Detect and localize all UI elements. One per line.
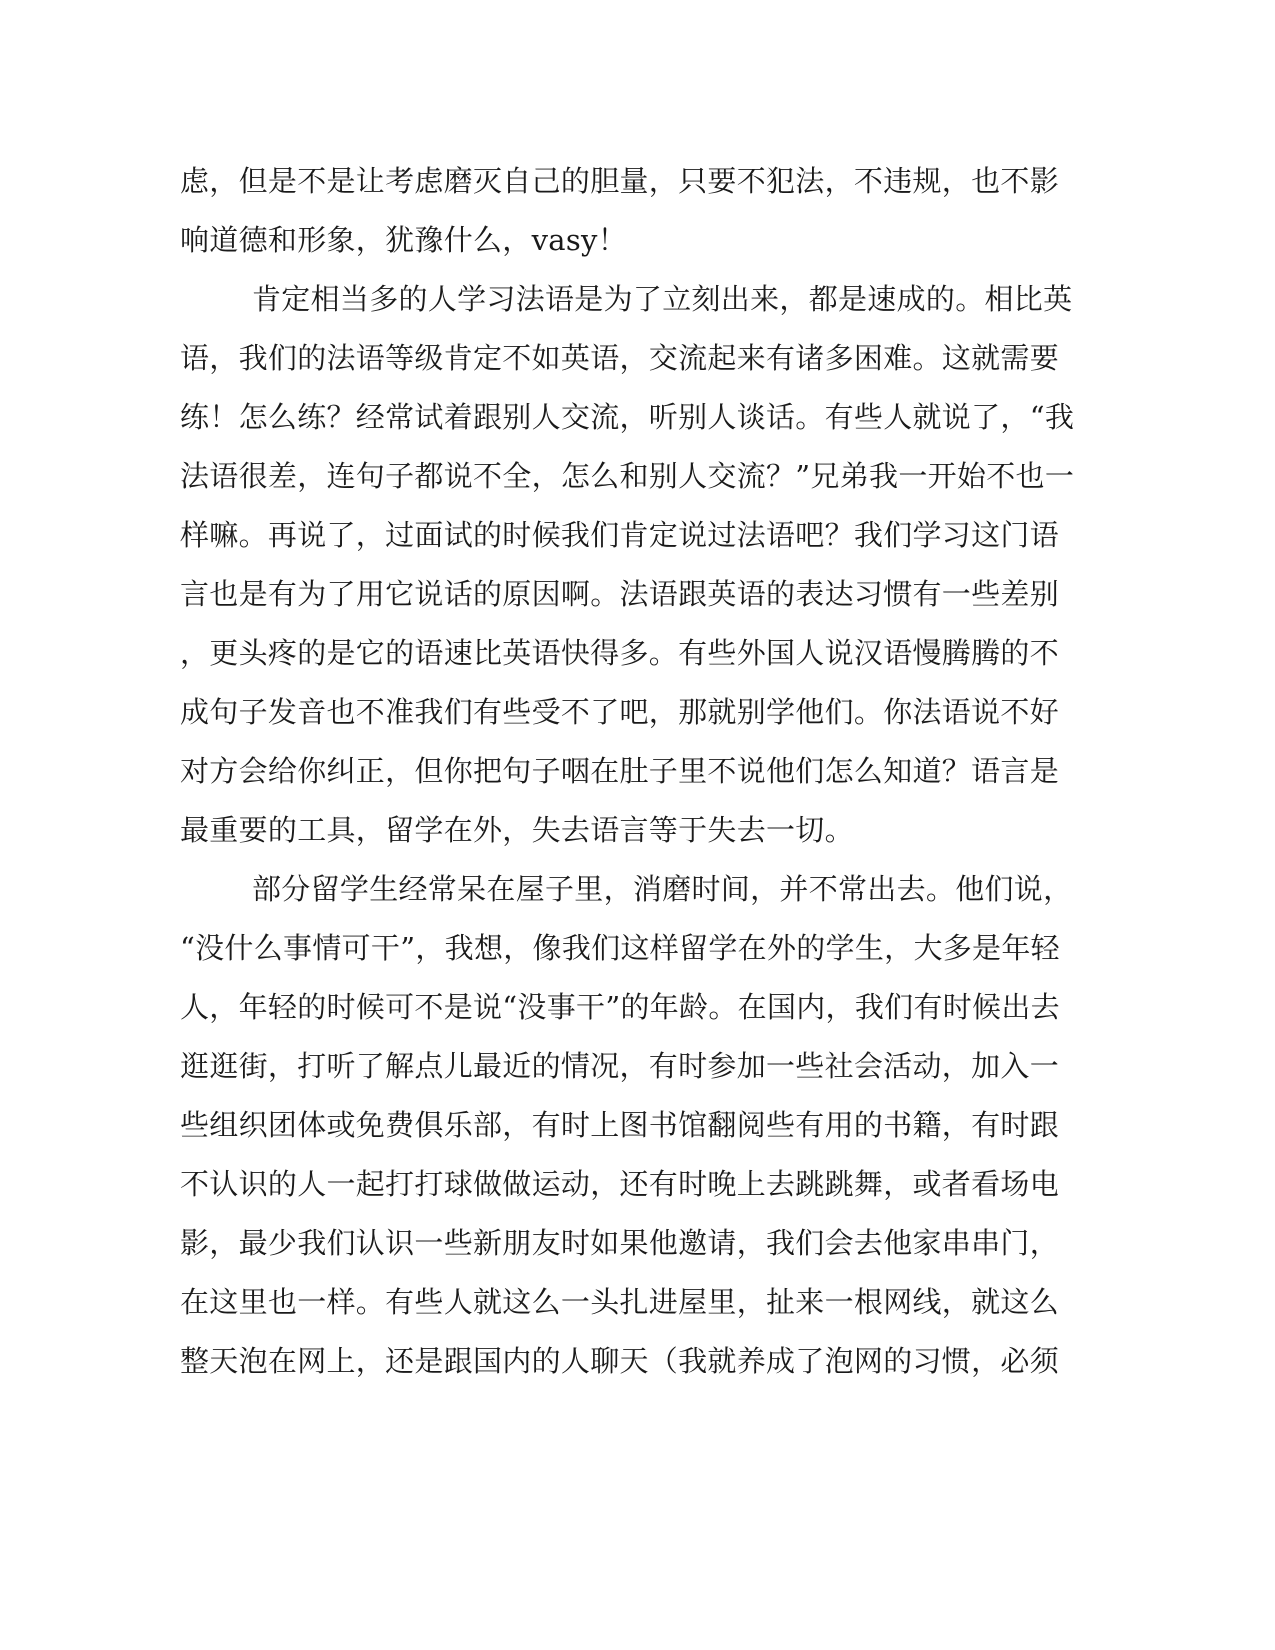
text-line: 语，我们的法语等级肯定不如英语，交流起来有诸多困难。这就需要: [180, 341, 1060, 375]
text-line: 人，年轻的时候可不是说“没事干”的年龄。在国内，我们有时候出去: [180, 990, 1060, 1024]
text-line: 部分留学生经常呆在屋子里，消磨时间，并不常出去。他们说，: [252, 872, 1073, 906]
text-line: 影，最少我们认识一些新朋友时如果他邀请，我们会去他家串串门，: [180, 1226, 1060, 1260]
text-line: 最重要的工具，留学在外，失去语言等于失去一切。: [180, 813, 854, 847]
text-line: 逛逛街，打听了解点儿最近的情况，有时参加一些社会活动，加入一: [180, 1049, 1060, 1083]
text-line: “没什么事情可干”，我想，像我们这样留学在外的学生，大多是年轻: [180, 931, 1060, 965]
text-line: 整天泡在网上，还是跟国内的人聊天（我就养成了泡网的习惯，必须: [180, 1344, 1060, 1378]
text-line: 对方会给你纠正，但你把句子咽在肚子里不说他们怎么知道？语言是: [180, 754, 1060, 788]
text-line: 样嘛。再说了，过面试的时候我们肯定说过法语吧？我们学习这门语: [180, 518, 1060, 552]
text-line: 些组织团体或免费俱乐部，有时上图书馆翻阅些有用的书籍，有时跟: [180, 1108, 1060, 1142]
text-line: 虑，但是不是让考虑磨灭自己的胆量，只要不犯法，不违规，也不影: [180, 164, 1060, 198]
text-line: ，更头疼的是它的语速比英语快得多。有些外国人说汉语慢腾腾的不: [180, 636, 1060, 670]
text-line: 言也是有为了用它说话的原因啊。法语跟英语的表达习惯有一些差别: [180, 577, 1060, 611]
text-line: 在这里也一样。有些人就这么一头扎进屋里，扯来一根网线，就这么: [180, 1285, 1060, 1319]
text-line: 练！怎么练？经常试着跟别人交流，听别人谈话。有些人就说了，“我: [180, 400, 1075, 434]
text-line: 成句子发音也不准我们有些受不了吧，那就别学他们。你法语说不好: [180, 695, 1060, 729]
text-line: 法语很差，连句子都说不全，怎么和别人交流？”兄弟我一开始不也一: [180, 459, 1075, 493]
text-line: 响道德和形象，犹豫什么，vasy！: [180, 223, 628, 257]
text-line: 不认识的人一起打打球做做运动，还有时晚上去跳跳舞，或者看场电: [180, 1167, 1060, 1201]
text-line: 肯定相当多的人学习法语是为了立刻出来，都是速成的。相比英: [252, 282, 1073, 316]
